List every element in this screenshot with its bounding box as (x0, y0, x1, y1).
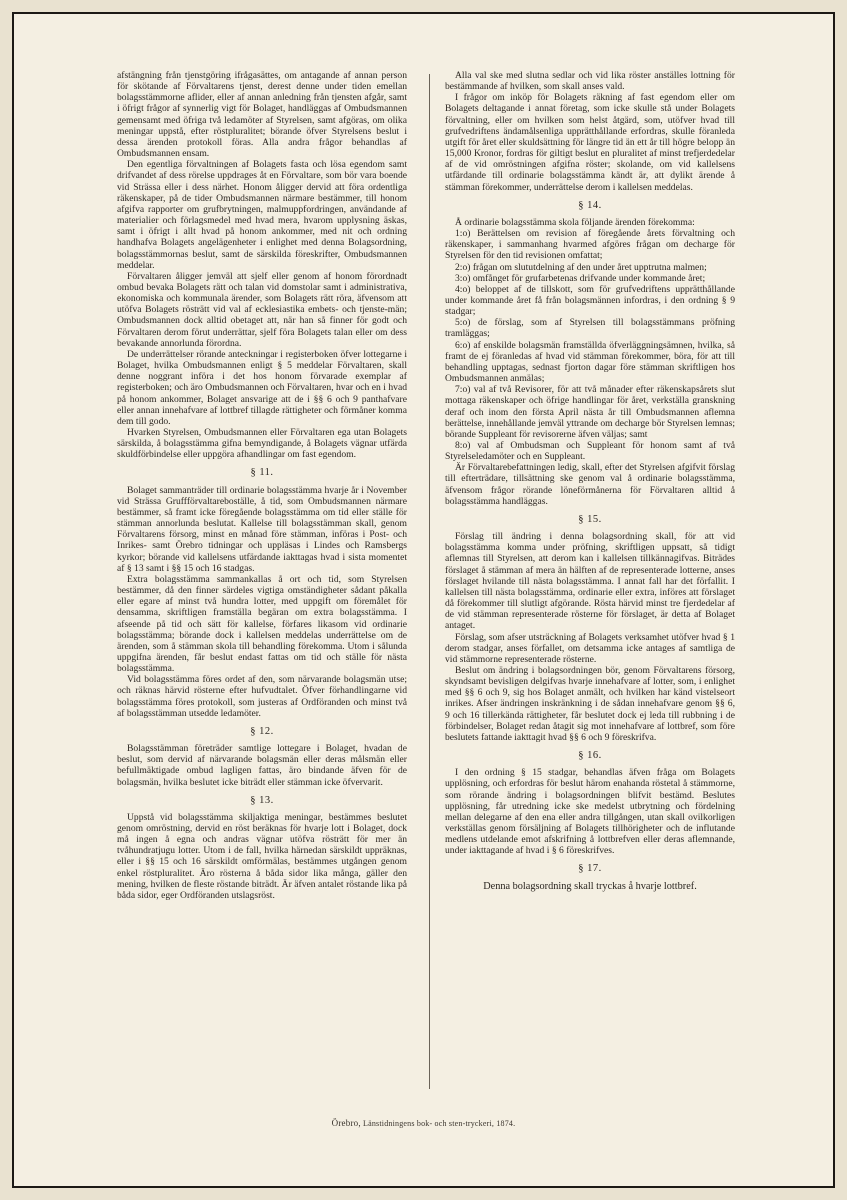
paragraph: Extra bolagsstämma sammankallas å ort och tid, som Styrelsen bestämmer, då den finner särdeles vigtiga omständigheter sådant påkalla eller egare af minst två hundra lotter, med uppgift om föremålet för densamma, skriftligen framställa begäran om extra bolagsstämma. I afseende på tid och sätt för kallelse, förfares likasom vid ordinarie bolagsstämma; börande dock i kallelsen meddelas underrättelse om de ärenden, som å stämman skola till behandling förekomma. Utom i sålunda uppgifna ärenden, får beslut endast fattas om tid och ställe för nästa bolagsstämma. (117, 573, 407, 675)
paragraph: I frågor om inköp för Bolagets räkning af fast egendom eller om Bolagets deltagande i annat företag, som icke skulle stå under Bolagets förvaltning, eller om hvilken som helst åtgärd, som, utöfver hvad till grufvedriftens ändamålsenliga upprätthållande erfordras, skulle föranleda utgift för året eller skuldsättning för längre tid än ett år till högre belopp än 15,000 Kronor, fordras för giltigt beslut en pluralitet af minst trefjerdedelar af de vid omröstningen afgifna röster; skolande, om vid kallelsens utfärdande till ordinarie bolagsstämma kändt är, att dylikt ärende å stämman förekommer, underrättelse derom i kallelsen meddelas. (445, 92, 735, 193)
section-heading-14: § 14. (578, 199, 602, 211)
paragraph: Vid bolagsstämma föres ordet af den, som närvarande bolagsmän utse; och räknas härvid rösterne efter hufvudtalet. Öfver förhandlingarne vid bolagsstämma föres protokoll, som justeras af Ordföranden och minst två af bolagsstämman utsedde ledamöter. (117, 674, 407, 719)
section-heading-17: § 17. (578, 863, 602, 875)
section-heading-11: § 11. (250, 467, 274, 479)
paragraph: Å ordinarie bolagsstämma skola följande ärenden förekomma: (455, 216, 695, 228)
printer-imprint (14, 1118, 833, 1128)
list-item: 4:o) beloppet af de tillskott, som för grufvedriftens upprätthållande under kommande året få från bolagsmännen infordras, i den ordning § 9 stadgar; (445, 283, 735, 318)
imprint-printer: Länstidningens bok- och sten-tryckeri, 1874. (363, 1119, 516, 1128)
list-item: 2:o) frågan om slututdelning af den under året upptrutna malmen; (455, 261, 707, 273)
paragraph: Är Förvaltarebefattningen ledig, skall, efter det Styrelsen afgifvit förslag till efterträdare, tillsättning ske genom val å ordinarie bolagsstämma, äfvensom frågor rörande löneförmånerna för Förvaltaren alltid å bolagsstämma handläggas. (445, 462, 735, 507)
document-page (12, 12, 835, 1188)
list-item: 7:o) val af två Revisorer, för att två månader efter räkenskapsårets slut mottaga räkenskaper och öfrige handlingar för året, verkställa granskning deraf och inom den första April nästa år till Ombudsmannen aflemna berättelse, innehållande jemväl yttrande om decharge bör Styrelsen lemnas; börande Suppleant för revisorerne äfven väljas; samt (445, 384, 735, 440)
section-heading-13: § 13. (250, 794, 274, 806)
paragraph: Den egentliga förvaltningen af Bolagets fasta och lösa egendom samt drifvandet af dess rörelse uppdrages åt en Förvaltare, som bör vara boende vid Strässa eller i dess närhet. Honom åligger dervid att föra ordentliga räkenskaper, på de tider Ombudsmannen närmare bestämmer, till honom afgifva rapporter om grufbrytningen, malmuppfordringen, användande af materialier och förlagsmedel med hvad mera, hvarom upplysning äskas, samt i öfrigt i allt hvad på honom ankommer, med nit och ordning handhafva Bolagets angelägenheter i enlighet med denna Bolagsordning, bolagsstämmornas beslut, samt de särskilda föreskrifter, Ombudsmannen meddelar. (117, 159, 407, 271)
paragraph: Beslut om ändring i bolagsordningen bör, genom Förvaltarens försorg, skyndsamt bevisligen delgifvas hvarje innehafvare af lotter, som, i enlighet med §§ 6 och 9, sig hos Bolaget anmält, och hvilken har känd vistelseort inrikes. Afser ändringen inskränkning i de sådan innehafvare genom §§ 6, 9 och 16 tillerkända rättigheter, får beslutet dock ej leda till rubbning i de förbindelser, Bolaget redan åtagit sig mot innehafvare af lottbref, som före beslutets fattande iakttagit hvad §§ 6 och 9 föreskrifva. (445, 664, 735, 743)
imprint-city: Örebro, (331, 1118, 361, 1128)
paragraph: De underrättelser rörande anteckningar i registerboken öfver lottegarne i Bolaget, hvilka Ombudsmannen enligt § 5 meddelar Förvaltaren, skall denne noggrant införa i det hos honom förvarade exemplar af registerboken; och äro Ombudsmannen och Förvaltaren, hvar och en i hvad på honom ankommer, Bolaget ansvarige att de i §§ 6 och 9 panthafvare eller annan innehafvare af lottbref tillagde rättigheter och förmåner komma dem till godo. (117, 348, 407, 427)
right-column (445, 70, 735, 892)
paragraph: Förvaltaren åligger jemväl att sjelf eller genom af honom förordnadt ombud bevaka Bolagets rätt och talan vid domstolar samt i administrativa, ekonomiska och kommunala ärender, som Bolagets rätt röra, äfvensom att utöfva Bolagets rösträtt vid val af ecklesiastika embets- och tjenste-män; Ombudsmannen dock alltid obetaget att, när han så finner för godt och Förvaltaren derom förut underrättar, sjelf föra Bolagets talan eller om dess bevakande annorlunda förordna. (117, 270, 407, 349)
column-divider (429, 74, 430, 1089)
paragraph: afstängning från tjenstgöring ifrågasättes, om antagande af annan person för skötande af Förvaltarens tjenst, derest denne under tiden emellan bolagsstämmorne aflider, eller af annan anledning från tjensten afgår, samt i öfrigt frågor af synnerlig vigt för Bolaget, handläggas af Ombudsmannen gemensamt med öfriga två ledamöter af Styrelsen, samt afgöras, om olika meningar uppstå, efter röstpluralitet; börande öfver Styrelsens beslut i dessa ärenden protokoll föras. Alla andra frågor behandlas af Ombudsmannen ensam. (117, 70, 407, 160)
list-item: 1:o) Berättelsen om revision af föregående årets förvaltning och räkenskaper, i sammanhang hvarmed afgöres frågan om decharge för Styrelsen för den tid revisionen omfattat; (445, 228, 735, 262)
paragraph: Förslag, som afser utsträckning af Bolagets verksamhet utöfver hvad § 1 derom stadgar, anses förfallet, om detsamma icke antages af samtliga de vid stämmorne representerade rösterne. (445, 631, 735, 665)
paragraph: Förslag till ändring i denna bolagsordning skall, för att vid bolagsstämma komma under pröfning, skriftligen uppsatt, så tidigt aflemnas till Styrelsen, att derom kan i kallelsen tillkännagifvas. Biträdes förslaget å stämman af mera än hälften af de representerade lotterne, anses förslaget hvilande till nästa bolagsstämma. I annat fall har det förfallit. I kallelsen till nästa bolagsstämma, ordinarie eller extra, införes att förslaget då förekommer till slutligt afgörande. Rösta härvid minst tre fjerdedelar af de vid stämman representerade rösterne för förslaget, är detta af Bolaget antaget. (445, 531, 735, 632)
paragraph: Uppstå vid bolagsstämma skiljaktiga meningar, bestämmes beslutet genom omröstning, dervid en röst beräknas för hvarje lott i Bolaget, dock må ingen å egna och andras vägnar utöfva rösträtt för mer än tvåhundratjugu lotter. Utom i de fall, hvilka härnedan särskildt uppräknas, eller i §§ 15 och 16 särskildt omförmälas, bestämmes utgången genom enkel röstpluralitet. Äro rösterna å båda sidor lika många, gäller den mening, hvilken de fleste röstande biträdt. Är äfven antalet röstande lika på båda sidor, eger Ordföranden utslagsröst. (117, 811, 407, 901)
paragraph: Hvarken Styrelsen, Ombudsmannen eller Förvaltaren ega utan Bolagets särskilda, å bolagsstämma gifna bemyndigande, å Bolagets vägnar utfärda skuldförbindelse eller uppgöra afhandlingar om fast egendom. (117, 427, 407, 461)
paragraph: Alla val ske med slutna sedlar och vid lika röster anställes lottning för bestämmande af hvilken, som skall anses vald. (445, 70, 735, 93)
section-heading-16: § 16. (578, 750, 602, 762)
closing-line: Denna bolagsordning skall tryckas å hvarje lottbref. (483, 880, 697, 892)
list-item: 5:o) de förslag, som af Styrelsen till bolagsstämmans pröfning tramläggas; (445, 317, 735, 340)
paragraph: Bolaget sammanträder till ordinarie bolagsstämma hvarje år i November vid Strässa Gruffförvaltareboställe, å tid, som Ombudsmannen närmare bestämmer, så framt icke föregående bolagsstämma om tid eller ställe för stämman annorlunda beslutat. Kallelse till bolagsstämman skall, genom Förvaltarens försorg, minst en månad före stämman, införas i Post- och Inrikes- samt Örebro tidningar och uppläsas i Lindes och Ramsbergs kyrkor; börande vid kallelsens utfärdande iakttagas hvad i sista momentet af § 13 samt i §§ 15 och 16 stadgas. (117, 484, 407, 574)
paragraph: Bolagsstämman företräder samtlige lottegare i Bolaget, hvadan de beslut, som dervid af närvarande bolagsmän eller deras målsmän eller befullmäktigade ombud lagligen fattas, äro bindande äfven för de bolagsmän, hvilka beslutet icke biträdt eller stämman icke öfvervarit. (117, 743, 407, 788)
section-heading-12: § 12. (250, 725, 274, 737)
section-heading-15: § 15. (578, 513, 602, 525)
list-item: 3:o) omfånget för grufarbetenas drifvande under kommande året; (455, 272, 706, 284)
list-item: 6:o) af enskilde bolagsmän framställda öfverläggningsämnen, hvilka, så framt de ej föranledas af hvad vid stämman förekommer, böra, för att till behandling upptagas, sednast fjorton dagar före stämman skriftligen hos Ombudsmannen anmälas; (445, 339, 735, 385)
list-item: 8:o) val af Ombudsman och Suppleant för honom samt af två Styrelseledamöter och en Suppleant. (445, 440, 735, 463)
left-column (117, 70, 407, 901)
paragraph: I den ordning § 15 stadgar, behandlas äfven fråga om Bolagets upplösning, och erfordras för beslut härom enahanda röstetal å stämmorne, som rörande ändring i bolagsordningen blifvit bestämd. Beslutes upplösning, får utredning icke ske medelst utbrytning och fördelning mellan delegarne af den ena eller andra tillgången, utan skall ovilkorligen verkställas genom försäljning af Bolagets tillhörigheter och de influtande medlens utdelande emot afskrifning å lottbrefven eller deras aflemnande, under iakttagande af hvad i § 6 föreskrifves. (445, 767, 735, 857)
